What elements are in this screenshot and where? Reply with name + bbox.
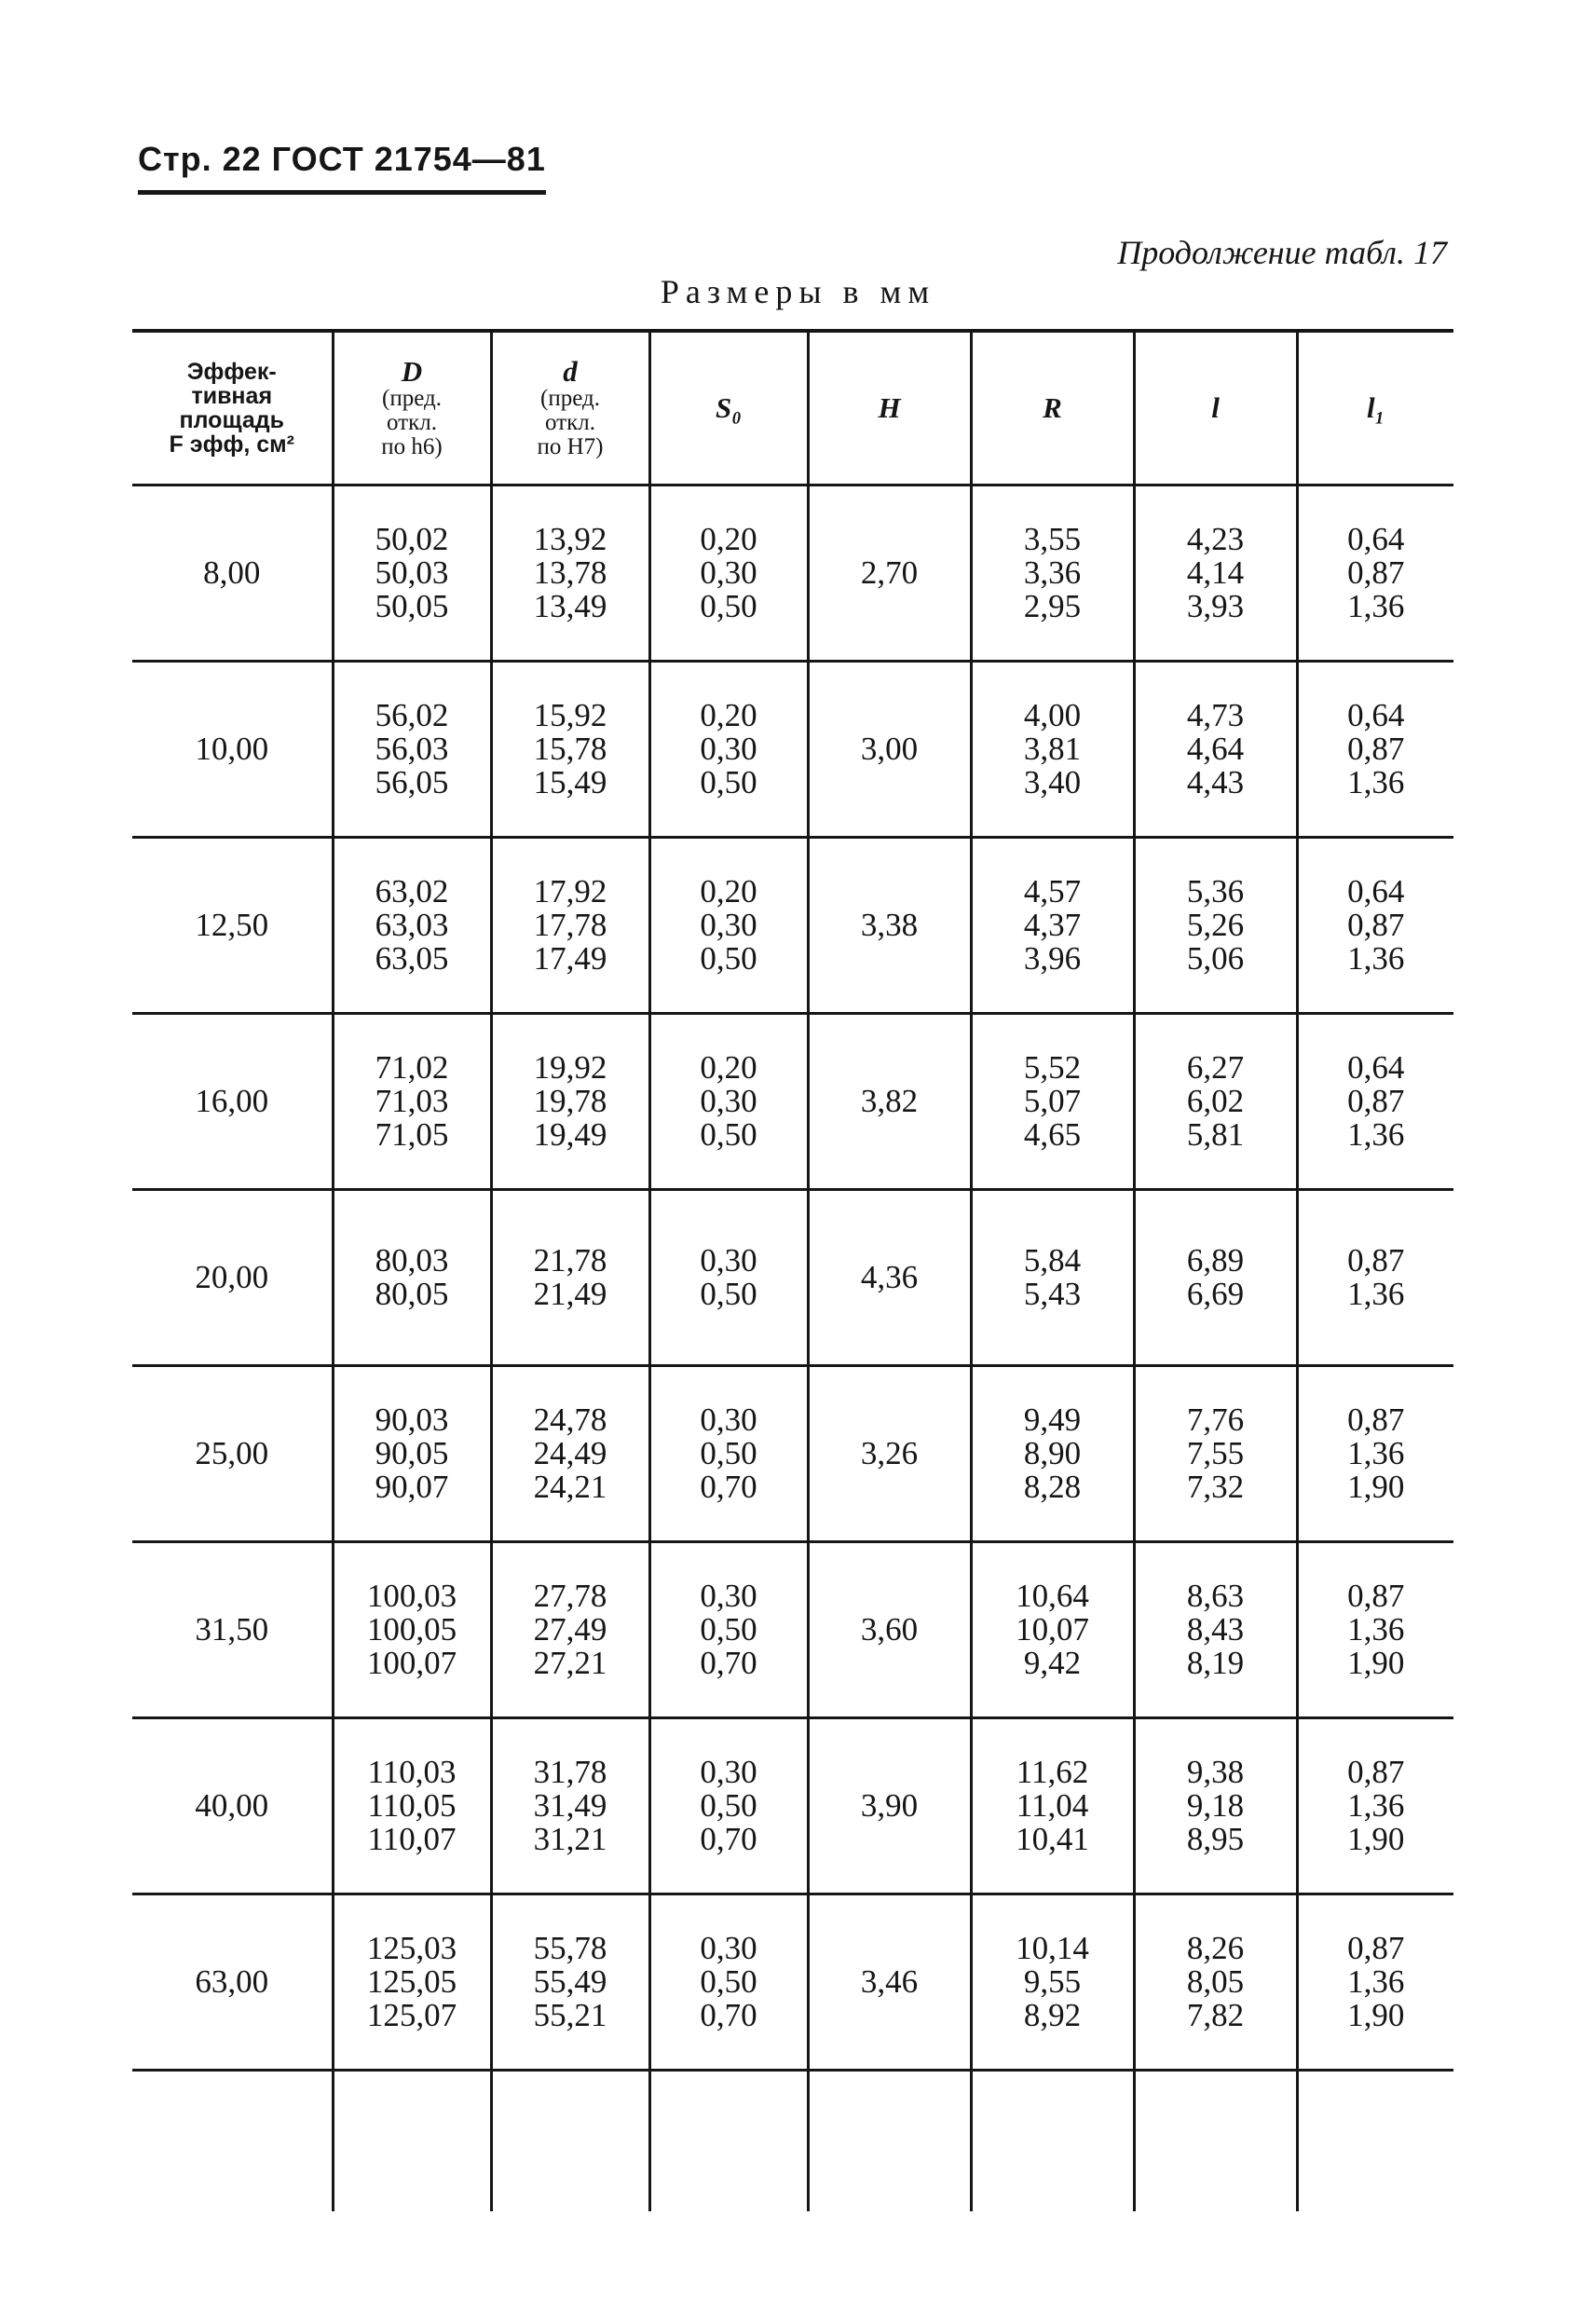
cell-value: 8,63 [1186, 1578, 1245, 1614]
cell-value: 8,95 [1186, 1821, 1245, 1857]
cell-l1 [1297, 1718, 1453, 1894]
cell-D [333, 1542, 491, 1718]
cell-value: 11,62 [1016, 1754, 1089, 1790]
cell-value: 56,02 [375, 697, 449, 733]
cell-value: 4,73 [1186, 697, 1245, 733]
cell-value: 0,50 [700, 1787, 757, 1824]
cell-value: 71,02 [375, 1049, 449, 1086]
cell-l [1134, 838, 1297, 1014]
cell-value: 0,20 [700, 521, 757, 557]
empty-cell [333, 2071, 491, 2212]
cell-D [333, 485, 491, 662]
cell-value: 56,03 [375, 731, 449, 767]
cell-value: 100,05 [366, 1611, 457, 1648]
cell-value: 1,36 [1347, 1787, 1405, 1824]
cell-H [808, 1718, 971, 1894]
cell-R [971, 1542, 1134, 1718]
cell-value: 8,19 [1186, 1645, 1245, 1681]
cell-S0 [649, 1366, 808, 1542]
cell-S0 [649, 662, 808, 838]
cell-value: 0,50 [700, 1611, 757, 1648]
cell-value: 125,07 [366, 1997, 457, 2033]
header-R: R [971, 331, 1134, 485]
cell-effective-area [132, 1190, 333, 1366]
cell-value: 15,78 [533, 731, 607, 767]
cell-value: 9,49 [1023, 1402, 1082, 1438]
cell-value: 5,26 [1186, 907, 1245, 943]
cell-value: 110,05 [367, 1787, 457, 1824]
empty-cell [491, 2071, 649, 2212]
cell-value: 0,20 [700, 873, 757, 909]
cell-D [333, 662, 491, 838]
cell-value: 90,03 [375, 1402, 449, 1438]
cell-value: 71,05 [375, 1116, 449, 1153]
cell-value: 9,55 [1023, 1963, 1082, 2000]
cell-value: 0,30 [700, 731, 757, 767]
cell-value: 19,49 [533, 1116, 607, 1153]
cell-value: 0,50 [700, 1963, 757, 2000]
cell-S0 [649, 838, 808, 1014]
cell-value: 100,03 [366, 1578, 457, 1614]
cell-value: 0,70 [700, 1645, 757, 1681]
cell-value: 6,89 [1186, 1242, 1245, 1279]
cell-value: 17,78 [533, 907, 607, 943]
cell-value: 0,30 [700, 554, 757, 591]
table-continuation-note: Продолжение табл. 17 [1117, 234, 1447, 271]
cell-value: 0,30 [700, 1083, 757, 1119]
cell-value: 21,78 [533, 1242, 607, 1279]
cell-value: 110,03 [367, 1754, 457, 1790]
cell-value: 50,05 [375, 588, 449, 624]
cell-value: 40,00 [195, 1787, 269, 1824]
cell-value: 4,14 [1186, 554, 1245, 591]
cell-value: 9,38 [1186, 1754, 1245, 1790]
cell-l1 [1297, 662, 1453, 838]
table-row [132, 662, 1453, 838]
cell-value: 3,81 [1023, 731, 1082, 767]
cell-value: 1,36 [1347, 1963, 1405, 2000]
cell-value: 0,87 [1347, 731, 1405, 767]
page-header [138, 140, 546, 195]
cell-value: 4,43 [1186, 764, 1245, 800]
cell-value: 0,50 [700, 1116, 757, 1153]
cell-value: 0,87 [1347, 1754, 1405, 1790]
cell-value: 50,03 [375, 554, 449, 591]
cell-value: 4,37 [1023, 907, 1082, 943]
cell-H [808, 1894, 971, 2071]
table-row [132, 1014, 1453, 1190]
cell-value: 31,21 [533, 1821, 607, 1857]
cell-S0 [649, 1190, 808, 1366]
cell-value: 17,92 [533, 873, 607, 909]
cell-value: 71,03 [375, 1083, 449, 1119]
cell-value: 0,64 [1347, 521, 1405, 557]
cell-value: 9,18 [1186, 1787, 1245, 1824]
cell-l [1134, 1014, 1297, 1190]
cell-value: 0,20 [700, 1049, 757, 1086]
cell-effective-area [132, 662, 333, 838]
cell-l [1134, 1190, 1297, 1366]
cell-l [1134, 1366, 1297, 1542]
cell-value: 4,00 [1023, 697, 1082, 733]
cell-value: 4,23 [1186, 521, 1245, 557]
units-caption: Размеры в мм [660, 273, 936, 310]
table-row [132, 838, 1453, 1014]
cell-value: 0,87 [1347, 1578, 1405, 1614]
cell-d [491, 485, 649, 662]
cell-value: 5,36 [1186, 873, 1245, 909]
cell-value: 27,49 [533, 1611, 607, 1648]
cell-value: 4,65 [1023, 1116, 1082, 1153]
cell-R [971, 485, 1134, 662]
table-filler-row [132, 2071, 1453, 2212]
cell-value: 0,30 [700, 907, 757, 943]
cell-value: 3,00 [860, 731, 919, 767]
cell-R [971, 1718, 1134, 1894]
cell-value: 8,28 [1023, 1469, 1082, 1505]
cell-value: 27,21 [533, 1645, 607, 1681]
cell-value: 0,87 [1347, 554, 1405, 591]
cell-H [808, 1190, 971, 1366]
table-row [132, 485, 1453, 662]
cell-value: 24,49 [533, 1435, 607, 1471]
cell-value: 90,07 [375, 1469, 449, 1505]
cell-value: 13,49 [533, 588, 607, 624]
cell-value: 1,36 [1347, 940, 1405, 977]
cell-D [333, 1014, 491, 1190]
header-l1: l₁ [1297, 331, 1453, 485]
cell-value: 10,00 [195, 731, 269, 767]
empty-cell [649, 2071, 808, 2212]
cell-value: 4,64 [1186, 731, 1245, 767]
cell-d [491, 1542, 649, 1718]
cell-H [808, 485, 971, 662]
cell-value: 3,46 [860, 1963, 919, 2000]
header-effective-area: Эффек- тивная площадь F эфф, см² [132, 331, 333, 485]
cell-value: 3,60 [860, 1611, 919, 1648]
cell-value: 1,36 [1347, 764, 1405, 800]
cell-value: 5,07 [1023, 1083, 1082, 1119]
cell-effective-area [132, 1014, 333, 1190]
cell-value: 1,36 [1347, 1116, 1405, 1153]
cell-value: 9,42 [1023, 1645, 1082, 1681]
cell-value: 3,55 [1023, 521, 1082, 557]
cell-value: 55,49 [533, 1963, 607, 2000]
cell-value: 50,02 [375, 521, 449, 557]
table-row [132, 1718, 1453, 1894]
cell-S0 [649, 1894, 808, 2071]
cell-value: 5,81 [1186, 1116, 1245, 1153]
cell-value: 0,50 [700, 764, 757, 800]
cell-value: 0,87 [1347, 1083, 1405, 1119]
cell-value: 3,36 [1023, 554, 1082, 591]
cell-value: 0,30 [700, 1754, 757, 1790]
cell-value: 0,30 [700, 1402, 757, 1438]
cell-S0 [649, 1718, 808, 1894]
cell-value: 1,36 [1347, 588, 1405, 624]
cell-effective-area [132, 1366, 333, 1542]
table-row [132, 1894, 1453, 2071]
cell-value: 19,92 [533, 1049, 607, 1086]
cell-H [808, 838, 971, 1014]
cell-value: 0,30 [700, 1930, 757, 1966]
cell-value: 125,03 [366, 1930, 457, 1966]
cell-value: 1,36 [1347, 1435, 1405, 1471]
header-l: l [1134, 331, 1297, 485]
cell-value: 24,21 [533, 1469, 607, 1505]
cell-value: 63,03 [375, 907, 449, 943]
cell-effective-area [132, 1542, 333, 1718]
cell-value: 0,87 [1347, 907, 1405, 943]
cell-value: 8,90 [1023, 1435, 1082, 1471]
cell-D [333, 1190, 491, 1366]
cell-D [333, 838, 491, 1014]
cell-value: 110,07 [367, 1821, 457, 1857]
cell-l [1134, 662, 1297, 838]
cell-R [971, 662, 1134, 838]
cell-value: 5,43 [1023, 1276, 1082, 1312]
cell-value: 7,32 [1186, 1469, 1245, 1505]
cell-value: 90,05 [375, 1435, 449, 1471]
cell-l [1134, 1894, 1297, 2071]
cell-effective-area [132, 485, 333, 662]
cell-value: 1,36 [1347, 1611, 1405, 1648]
cell-value: 15,92 [533, 697, 607, 733]
cell-value: 5,84 [1023, 1242, 1082, 1279]
table-row [132, 1366, 1453, 1542]
cell-d [491, 662, 649, 838]
cell-value: 8,92 [1023, 1997, 1082, 2033]
cell-l1 [1297, 1542, 1453, 1718]
header-H: H [808, 331, 971, 485]
cell-value: 3,26 [860, 1435, 919, 1471]
cell-l1 [1297, 1894, 1453, 2071]
cell-value: 0,30 [700, 1242, 757, 1279]
cell-value: 31,78 [533, 1754, 607, 1790]
cell-R [971, 1366, 1134, 1542]
cell-value: 5,52 [1023, 1049, 1082, 1086]
cell-value: 3,96 [1023, 940, 1082, 977]
cell-d [491, 1894, 649, 2071]
cell-l1 [1297, 1366, 1453, 1542]
cell-l [1134, 1718, 1297, 1894]
cell-value: 8,05 [1186, 1963, 1245, 2000]
cell-value: 10,07 [1016, 1611, 1089, 1648]
cell-value: 0,87 [1347, 1402, 1405, 1438]
cell-value: 0,87 [1347, 1242, 1405, 1279]
cell-value: 1,90 [1347, 1821, 1405, 1857]
cell-R [971, 1190, 1134, 1366]
cell-value: 8,43 [1186, 1611, 1245, 1648]
cell-R [971, 1014, 1134, 1190]
cell-value: 21,49 [533, 1276, 607, 1312]
cell-value: 2,95 [1023, 588, 1082, 624]
cell-value: 8,00 [203, 554, 261, 591]
empty-cell [971, 2071, 1134, 2212]
cell-value: 20,00 [195, 1259, 269, 1295]
cell-H [808, 1366, 971, 1542]
cell-value: 3,40 [1023, 764, 1082, 800]
cell-value: 3,38 [860, 907, 919, 943]
cell-d [491, 1190, 649, 1366]
cell-value: 24,78 [533, 1402, 607, 1438]
cell-value: 3,90 [860, 1787, 919, 1824]
cell-d [491, 1718, 649, 1894]
cell-value: 7,76 [1186, 1402, 1245, 1438]
cell-value: 55,21 [533, 1997, 607, 2033]
cell-value: 12,50 [195, 907, 269, 943]
cell-value: 63,05 [375, 940, 449, 977]
cell-value: 55,78 [533, 1930, 607, 1966]
cell-value: 100,07 [366, 1645, 457, 1681]
cell-R [971, 1894, 1134, 2071]
table-body [132, 485, 1453, 2212]
cell-value: 7,55 [1186, 1435, 1245, 1471]
cell-S0 [649, 1014, 808, 1190]
empty-cell [1134, 2071, 1297, 2212]
cell-effective-area [132, 1894, 333, 2071]
cell-value: 6,02 [1186, 1083, 1245, 1119]
cell-value: 4,36 [860, 1259, 919, 1295]
cell-l1 [1297, 838, 1453, 1014]
cell-value: 1,36 [1347, 1276, 1405, 1312]
table-header-row [132, 331, 1453, 485]
cell-value: 16,00 [195, 1083, 269, 1119]
cell-l1 [1297, 485, 1453, 662]
cell-D [333, 1366, 491, 1542]
cell-value: 27,78 [533, 1578, 607, 1614]
cell-S0 [649, 1542, 808, 1718]
cell-value: 63,02 [375, 873, 449, 909]
cell-value: 5,06 [1186, 940, 1245, 977]
cell-value: 56,05 [375, 764, 449, 800]
cell-value: 3,82 [860, 1083, 919, 1119]
cell-value: 15,49 [533, 764, 607, 800]
cell-value: 63,00 [195, 1963, 269, 2000]
cell-R [971, 838, 1134, 1014]
cell-S0 [649, 485, 808, 662]
cell-H [808, 1542, 971, 1718]
cell-effective-area [132, 838, 333, 1014]
cell-H [808, 662, 971, 838]
cell-value: 0,64 [1347, 1049, 1405, 1086]
cell-value: 13,92 [533, 521, 607, 557]
cell-d [491, 1014, 649, 1190]
cell-value: 7,82 [1186, 1997, 1245, 2033]
cell-value: 11,04 [1016, 1787, 1089, 1824]
cell-value: 80,03 [375, 1242, 449, 1279]
cell-value: 1,90 [1347, 1469, 1405, 1505]
cell-value: 6,27 [1186, 1049, 1245, 1086]
cell-value: 0,87 [1347, 1930, 1405, 1966]
cell-value: 25,00 [195, 1435, 269, 1471]
cell-l [1134, 1542, 1297, 1718]
cell-value: 0,50 [700, 1276, 757, 1312]
page-reference: Стр. 22 ГОСТ 21754—81 [138, 140, 546, 178]
cell-value: 0,70 [700, 1821, 757, 1857]
cell-value: 2,70 [860, 554, 919, 591]
cell-value: 10,14 [1016, 1930, 1089, 1966]
cell-D [333, 1718, 491, 1894]
cell-d [491, 838, 649, 1014]
cell-d [491, 1366, 649, 1542]
cell-value: 1,90 [1347, 1645, 1405, 1681]
cell-value: 0,64 [1347, 873, 1405, 909]
cell-value: 10,64 [1016, 1578, 1089, 1614]
cell-value: 13,78 [533, 554, 607, 591]
cell-value: 19,78 [533, 1083, 607, 1119]
table-row [132, 1542, 1453, 1718]
cell-value: 0,20 [700, 697, 757, 733]
header-D: D (пред. откл. по h6) [333, 331, 491, 485]
cell-value: 3,93 [1186, 588, 1245, 624]
cell-D [333, 1894, 491, 2071]
cell-value: 4,57 [1023, 873, 1082, 909]
cell-l1 [1297, 1014, 1453, 1190]
cell-l1 [1297, 1190, 1453, 1366]
cell-value: 0,70 [700, 1997, 757, 2033]
cell-value: 0,50 [700, 940, 757, 977]
cell-value: 17,49 [533, 940, 607, 977]
header-d: d (пред. откл. по H7) [491, 331, 649, 485]
cell-value: 6,69 [1186, 1276, 1245, 1312]
header-underline [138, 190, 546, 195]
cell-value: 80,05 [375, 1276, 449, 1312]
cell-value: 31,50 [195, 1611, 269, 1648]
dimensions-table [132, 329, 1453, 2211]
cell-value: 1,90 [1347, 1997, 1405, 2033]
cell-value: 8,26 [1186, 1930, 1245, 1966]
cell-value: 0,50 [700, 1435, 757, 1471]
cell-value: 125,05 [366, 1963, 457, 2000]
cell-value: 10,41 [1016, 1821, 1089, 1857]
table-row [132, 1190, 1453, 1366]
header-S0: S₀ [649, 331, 808, 485]
cell-H [808, 1014, 971, 1190]
cell-value: 0,50 [700, 588, 757, 624]
cell-value: 0,30 [700, 1578, 757, 1614]
empty-cell [1297, 2071, 1453, 2212]
cell-l [1134, 485, 1297, 662]
cell-value: 0,64 [1347, 697, 1405, 733]
empty-cell [132, 2071, 333, 2212]
cell-effective-area [132, 1718, 333, 1894]
empty-cell [808, 2071, 971, 2212]
cell-value: 0,70 [700, 1469, 757, 1505]
cell-value: 31,49 [533, 1787, 607, 1824]
